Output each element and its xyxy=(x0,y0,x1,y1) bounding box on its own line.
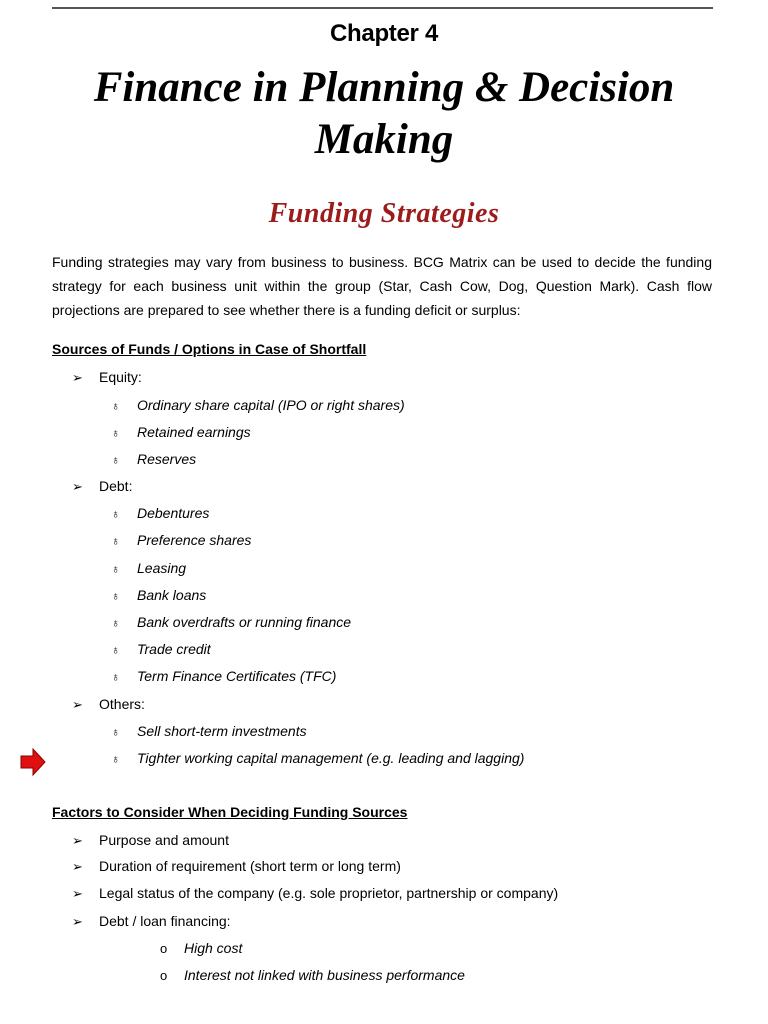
hand-bullet-icon: ♁ xyxy=(111,562,120,576)
chapter-label: Chapter 4 xyxy=(330,20,438,47)
hand-bullet-icon: ♁ xyxy=(111,670,120,684)
list-item: ♁ Term Finance Certificates (TFC) xyxy=(111,668,337,684)
arrowhead-bullet-icon: ➢ xyxy=(72,914,83,929)
hand-bullet-icon: ♁ xyxy=(111,752,120,766)
hand-bullet-icon: ♁ xyxy=(111,426,120,440)
list-item: ♁ Debentures xyxy=(111,505,210,521)
arrowhead-bullet-icon: ➢ xyxy=(72,859,83,874)
arrowhead-bullet-icon: ➢ xyxy=(72,886,83,901)
intro-paragraph: Funding strategies may vary from business to business. BCG Matrix can be used to decide the funding strategy for each business unit within the group (Star, Cash Cow, Dog, Question Mark). Cash flow projections are prepared to see whether there is a funding deficit or surplus: xyxy=(52,254,712,318)
list-item: ♁ Tighter working capital management (e.g. leading and lagging) xyxy=(111,750,525,766)
list-item: ♁ Reserves xyxy=(111,451,197,467)
title-line-1: Finance in Planning & Decision xyxy=(93,64,675,111)
top-rule xyxy=(52,7,713,9)
hand-bullet-icon: ♁ xyxy=(111,616,120,630)
hand-bullet-icon: ♁ xyxy=(111,725,120,739)
list-item: ♁ Preference shares xyxy=(111,532,252,548)
hand-bullet-icon: ♁ xyxy=(111,453,120,467)
arrowhead-bullet-icon: ➢ xyxy=(72,370,83,385)
factors-heading: Factors to Consider When Deciding Funding Sources xyxy=(52,804,408,820)
list-item: ➢ Debt / loan financing: xyxy=(72,913,231,929)
list-item: ♁ Retained earnings xyxy=(111,424,251,440)
circle-bullet-icon: o xyxy=(160,968,168,983)
red-arrow-icon xyxy=(20,748,46,776)
list-item: ➢ Duration of requirement (short term or long term) xyxy=(72,858,401,874)
list-item: ♁ Bank loans xyxy=(111,587,207,603)
list-item: ♁ Ordinary share capital (IPO or right shares) xyxy=(111,397,405,413)
section-title: Funding Strategies xyxy=(268,198,500,229)
list-item-debt: ➢ Debt: xyxy=(72,478,133,494)
arrowhead-bullet-icon: ➢ xyxy=(72,833,83,848)
hand-bullet-icon: ♁ xyxy=(111,534,120,548)
list-item: ♁ Bank overdrafts or running finance xyxy=(111,614,352,630)
page-title xyxy=(0,62,768,166)
list-item: ♁ Leasing xyxy=(111,560,187,576)
arrowhead-bullet-icon: ➢ xyxy=(72,697,83,712)
list-item: ➢ Purpose and amount xyxy=(72,832,229,848)
list-item: o High cost xyxy=(160,940,243,956)
circle-bullet-icon: o xyxy=(160,941,168,956)
list-item: ➢ Legal status of the company (e.g. sole proprietor, partnership or company) xyxy=(72,885,559,901)
arrowhead-bullet-icon: ➢ xyxy=(72,479,83,494)
hand-bullet-icon: ♁ xyxy=(111,399,120,413)
list-item: ♁ Sell short-term investments xyxy=(111,723,307,739)
list-item-others: ➢ Others: xyxy=(72,696,145,712)
list-item: o Interest not linked with business performance xyxy=(160,967,465,983)
list-item: ♁ Trade credit xyxy=(111,641,211,657)
hand-bullet-icon: ♁ xyxy=(111,507,120,521)
hand-bullet-icon: ♁ xyxy=(111,643,120,657)
title-line-2: Making xyxy=(314,116,454,163)
hand-bullet-icon: ♁ xyxy=(111,589,120,603)
list-item-equity: ➢ Equity: xyxy=(72,369,142,385)
sources-heading: Sources of Funds / Options in Case of Shortfall xyxy=(52,341,367,357)
